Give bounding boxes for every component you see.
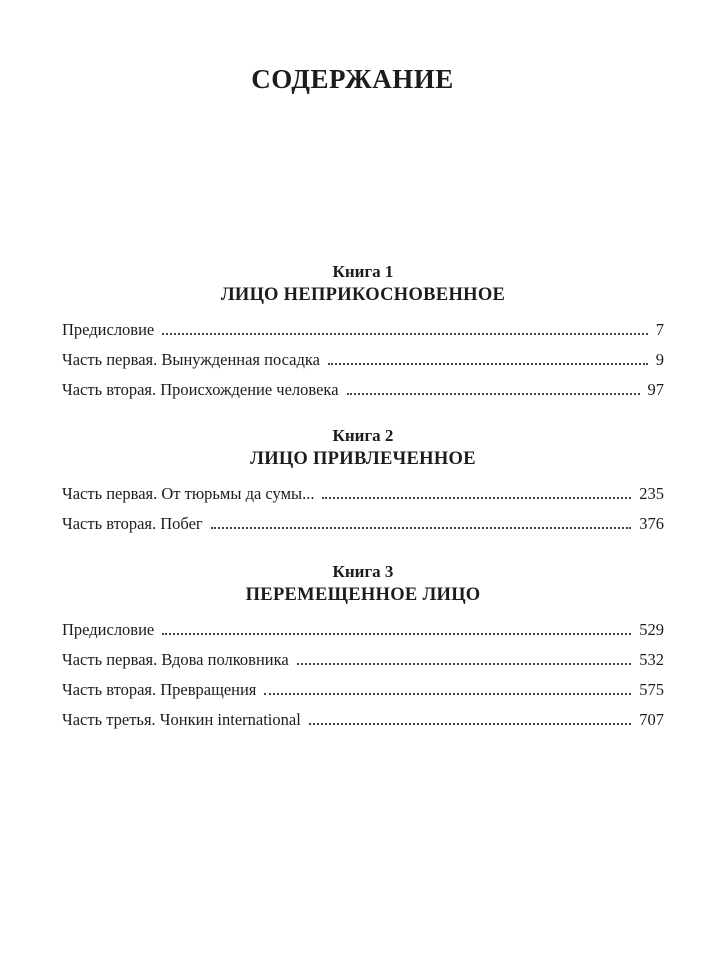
dot-leader <box>162 333 648 335</box>
book-title: ЛИЦО НЕПРИКОСНОВЕННОЕ <box>220 285 506 305</box>
toc-entry-page: 532 <box>639 650 664 669</box>
book-title: ПЕРЕМЕЩЕННОЕ ЛИЦО <box>245 585 481 605</box>
toc-entry-page: 9 <box>655 350 664 369</box>
toc-entry-page: 707 <box>639 710 664 729</box>
toc-entry[interactable] <box>62 710 664 740</box>
book-section-2 <box>62 426 664 544</box>
toc-entry-label: Часть вторая. Превращения <box>62 680 257 699</box>
toc-list <box>62 484 664 544</box>
toc-entry-label: Предисловие <box>62 320 155 339</box>
dot-leader <box>309 723 631 725</box>
book-title: ЛИЦО ПРИВЛЕЧЕННОЕ <box>250 449 476 469</box>
toc-list <box>62 620 664 740</box>
book-number: Книга 2 <box>332 426 394 445</box>
toc-entry-page: 7 <box>655 320 664 339</box>
toc-entry-page: 575 <box>639 680 664 699</box>
toc-entry-page: 529 <box>639 620 664 639</box>
toc-entry[interactable] <box>62 320 664 350</box>
dot-leader <box>328 363 648 365</box>
toc-entry-page: 235 <box>639 484 664 503</box>
toc-list <box>62 320 664 410</box>
toc-entry-label: Часть вторая. Побег <box>62 514 203 533</box>
toc-entry-label: Часть третья. Чонкин international <box>62 710 301 729</box>
toc-entry-page: 97 <box>647 380 664 399</box>
dot-leader <box>264 693 631 695</box>
toc-entry[interactable] <box>62 484 664 514</box>
toc-entry[interactable] <box>62 650 664 680</box>
toc-entry[interactable] <box>62 350 664 380</box>
dot-leader <box>162 633 631 635</box>
book-section-1 <box>62 262 664 410</box>
book-number: Книга 1 <box>332 262 394 281</box>
book-section-3 <box>62 562 664 740</box>
toc-entry-label: Часть первая. Вынужденная посадка <box>62 350 320 369</box>
toc-entry[interactable] <box>62 380 664 410</box>
page-title: СОДЕРЖАНИЕ <box>251 64 454 94</box>
dot-leader <box>347 393 640 395</box>
dot-leader <box>211 527 632 529</box>
dot-leader <box>297 663 632 665</box>
toc-entry-label: Часть первая. От тюрьмы да сумы... <box>62 484 315 503</box>
toc-entry[interactable] <box>62 680 664 710</box>
toc-entry-label: Предисловие <box>62 620 155 639</box>
toc-entry[interactable] <box>62 620 664 650</box>
toc-entry-label: Часть вторая. Происхождение человека <box>62 380 339 399</box>
toc-entry-label: Часть первая. Вдова полковника <box>62 650 289 669</box>
book-number: Книга 3 <box>332 562 394 581</box>
dot-leader <box>322 497 631 499</box>
toc-entry[interactable] <box>62 514 664 544</box>
toc-entry-page: 376 <box>639 514 664 533</box>
